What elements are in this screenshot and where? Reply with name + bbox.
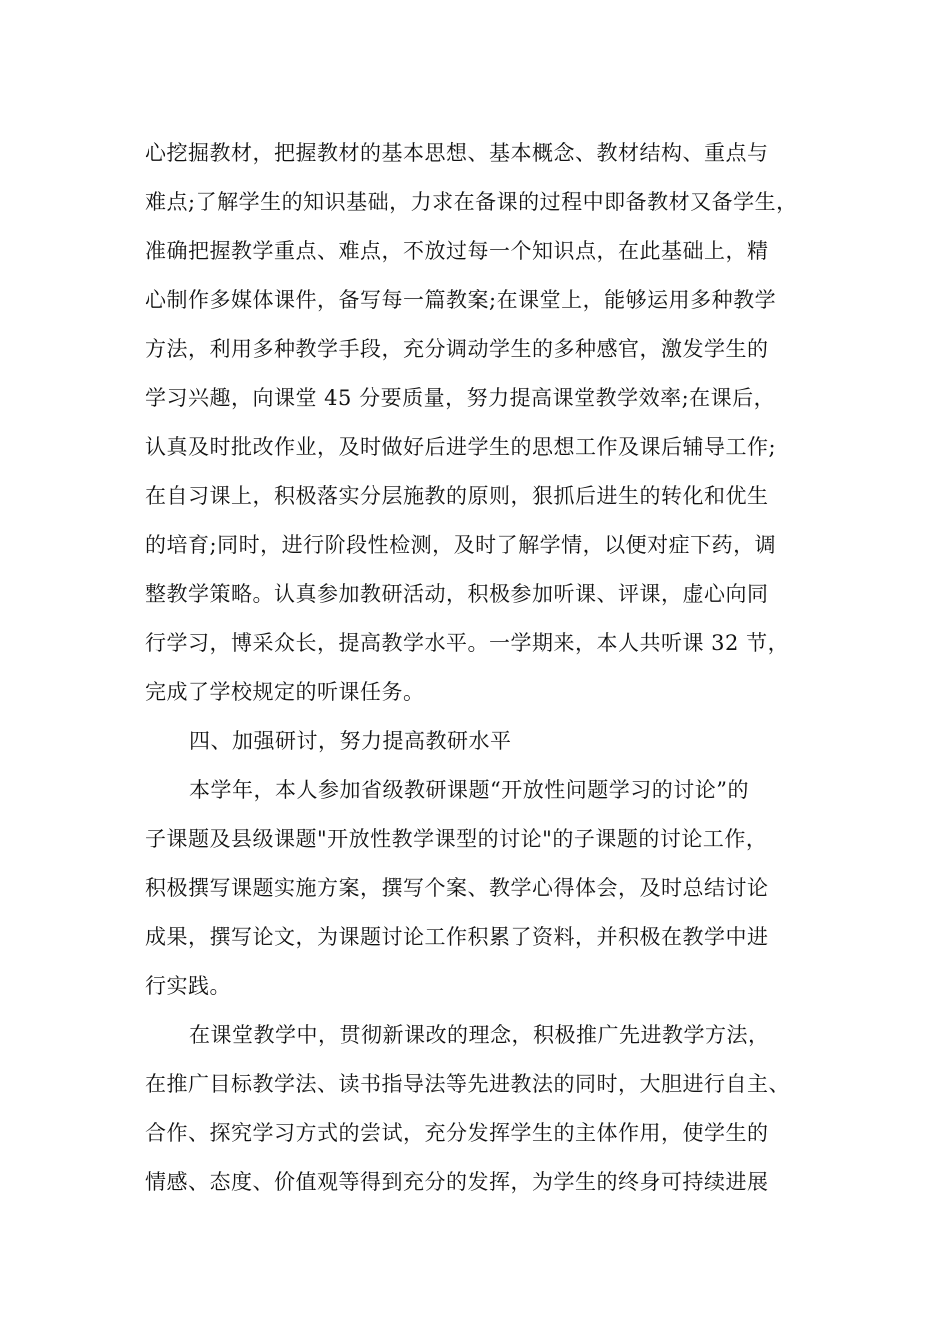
text-line: 成果，撰写论文，为课题讨论工作积累了资料，并积极在教学中进: [145, 925, 769, 949]
text-line: 在自习课上，积极落实分层施教的原则，狠抓后进生的转化和优生: [145, 484, 769, 508]
text-line: 在推广目标教学法、读书指导法等先进教法的同时，大胆进行自主、: [145, 1072, 790, 1096]
text-line: 整教学策略。认真参加教研活动，积极参加听课、评课，虚心向同: [145, 582, 769, 606]
text-line: 子课题及县级课题"开放性教学课型的讨论"的子课题的讨论工作，: [145, 827, 768, 851]
text-line: 认真及时批改作业，及时做好后进学生的思想工作及课后辅导工作;: [145, 435, 777, 459]
text-line: 本学年，本人参加省级教研课题“开放性问题学习的讨论”的: [189, 778, 749, 802]
text-line: 心挖掘教材，把握教材的基本思想、基本概念、教材结构、重点与: [145, 141, 769, 165]
text-line: 合作、探究学习方式的尝试，充分发挥学生的主体作用，使学生的: [145, 1121, 769, 1145]
text-line: 的培育;同时，进行阶段性检测，及时了解学情，以便对症下药，调: [145, 533, 777, 557]
section-heading: 四、加强研讨，努力提高教研水平: [189, 729, 512, 753]
text-line: 行学习，博采众长，提高教学水平。一学期来，本人共听课 32 节，: [145, 631, 790, 655]
text-line: 心制作多媒体课件，备写每一篇教案;在课堂上，能够运用多种教学: [145, 288, 777, 312]
text-line: 积极撰写课题实施方案，撰写个案、教学心得体会，及时总结讨论: [145, 876, 769, 900]
text-line: 方法，利用多种教学手段，充分调动学生的多种感官，激发学生的: [145, 337, 769, 361]
body-text: [145, 129, 835, 1207]
text-line: 学习兴趣，向课堂 45 分要质量，努力提高课堂教学效率;在课后，: [145, 386, 776, 410]
text-line: 行实践。: [145, 974, 231, 998]
text-line: 难点;了解学生的知识基础，力求在备课的过程中即备教材又备学生，: [145, 190, 798, 214]
text-line: 准确把握教学重点、难点，不放过每一个知识点，在此基础上，精: [145, 239, 769, 263]
text-line: 在课堂教学中，贯彻新课改的理念，积极推广先进教学方法，: [189, 1023, 770, 1047]
text-line: 完成了学校规定的听课任务。: [145, 680, 425, 704]
text-line: 情感、态度、价值观等得到充分的发挥，为学生的终身可持续进展: [145, 1170, 769, 1194]
